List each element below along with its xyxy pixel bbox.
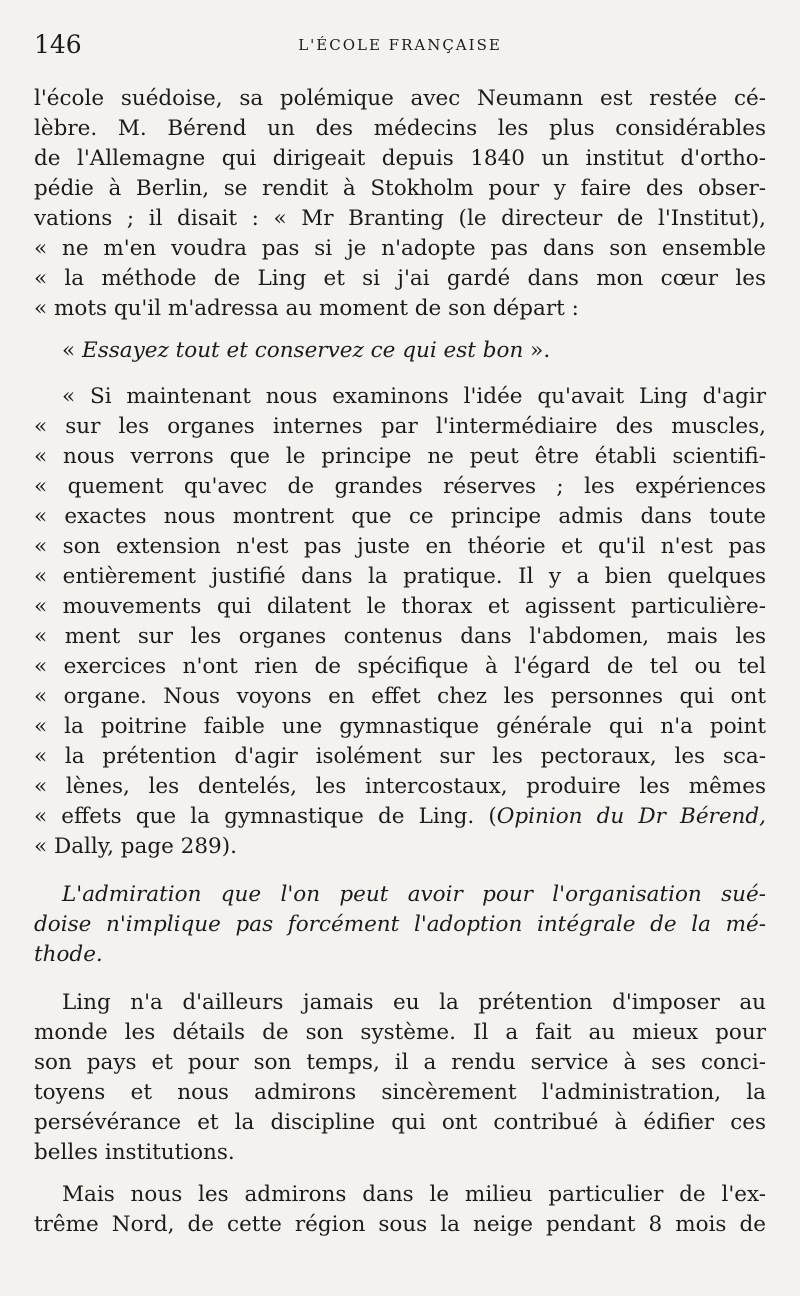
running-title: L'ÉCOLE FRANÇAISE <box>298 36 502 54</box>
text-line: son pays et pour son temps, il a rendu service à ses conci- <box>34 1050 766 1075</box>
text-line: « sur les organes internes par l'intermédiaire des muscles, <box>34 414 766 439</box>
text-line: doise n'implique pas forcément l'adoption intégrale de la mé- <box>34 912 766 937</box>
motto-quote <box>34 336 766 366</box>
text-line: « la prétention d'agir isolément sur les pectoraux, les sca- <box>34 744 766 769</box>
text-line: thode. <box>34 942 103 967</box>
text-line: monde les détails de son système. Il a fait au mieux pour <box>34 1020 766 1045</box>
text-line: « organe. Nous voyons en effet chez les personnes qui ont <box>34 684 766 709</box>
citation-source: Opinion du Dr Bérend, <box>496 804 766 829</box>
text-line: L'admiration que l'on peut avoir pour l'organisation sué- <box>62 882 766 907</box>
text-line: « mouvements qui dilatent le thorax et agissent particulière- <box>34 594 766 619</box>
quote-open-mark: « <box>62 338 82 363</box>
paragraph-nord <box>34 1180 766 1240</box>
text-line: « ne m'en voudra pas si je n'adopte pas dans son ensemble <box>34 236 766 261</box>
text-line: « Si maintenant nous examinons l'idée qu'avait Ling d'agir <box>62 384 766 409</box>
paragraph-italic-remark <box>34 880 766 970</box>
text-line: lèbre. M. Bérend un des médecins les plus considérables <box>34 116 766 141</box>
text-line: « quement qu'avec de grandes réserves ; les expériences <box>34 474 766 499</box>
text-line: « mots qu'il m'adressa au moment de son départ : <box>34 296 579 321</box>
text-line: l'école suédoise, sa polémique avec Neumann est restée cé- <box>34 86 766 111</box>
text-line: Ling n'a d'ailleurs jamais eu la prétention d'imposer au <box>62 990 766 1015</box>
text-line: « Dally, page 289). <box>34 834 237 859</box>
text-line: « lènes, les dentelés, les intercostaux, produire les mêmes <box>34 774 766 799</box>
text-line: persévérance et la discipline qui ont contribué à édifier ces <box>34 1110 766 1135</box>
text-line: vations ; il disait : « Mr Branting (le directeur de l'Institut), <box>34 206 766 231</box>
text-line: toyens et nous admirons sincèrement l'administration, la <box>34 1080 766 1105</box>
text-line: « exactes nous montrent que ce principe admis dans toute <box>34 504 766 529</box>
text-line: « la méthode de Ling et si j'ai gardé dans mon cœur les <box>34 266 766 291</box>
text-line: trême Nord, de cette région sous la neige pendant 8 mois de <box>34 1212 766 1237</box>
paragraph-berend <box>34 84 766 324</box>
paragraph-ling <box>34 988 766 1168</box>
text-line: « son extension n'est pas juste en théorie et qu'il n'est pas <box>34 534 766 559</box>
text-line: « nous verrons que le principe ne peut être établi scientifi- <box>34 444 766 469</box>
motto-text: Essayez tout et conservez ce qui est bon <box>82 338 524 363</box>
quote-close-mark: ». <box>523 338 551 363</box>
text-line: pédie à Berlin, se rendit à Stokholm pour y faire des obser- <box>34 176 766 201</box>
citation-line <box>34 802 766 832</box>
body-text <box>34 84 766 1240</box>
citation-prefix: « effets que la gymnastique de Ling. ( <box>34 804 497 829</box>
text-line: « la poitrine faible une gymnastique générale qui n'a point <box>34 714 766 739</box>
text-line: « exercices n'ont rien de spécifique à l'égard de tel ou tel <box>34 654 766 679</box>
text-line: de l'Allemagne qui dirigeait depuis 1840 un institut d'ortho- <box>34 146 766 171</box>
text-line: « ment sur les organes contenus dans l'abdomen, mais les <box>34 624 766 649</box>
paragraph-quotation <box>34 382 766 862</box>
page-number: 146 <box>34 30 82 59</box>
text-line: Mais nous les admirons dans le milieu particulier de l'ex- <box>62 1182 766 1207</box>
text-line: belles institutions. <box>34 1140 235 1165</box>
text-line: « entièrement justifié dans la pratique. Il y a bien quelques <box>34 564 766 589</box>
running-head <box>34 30 766 60</box>
